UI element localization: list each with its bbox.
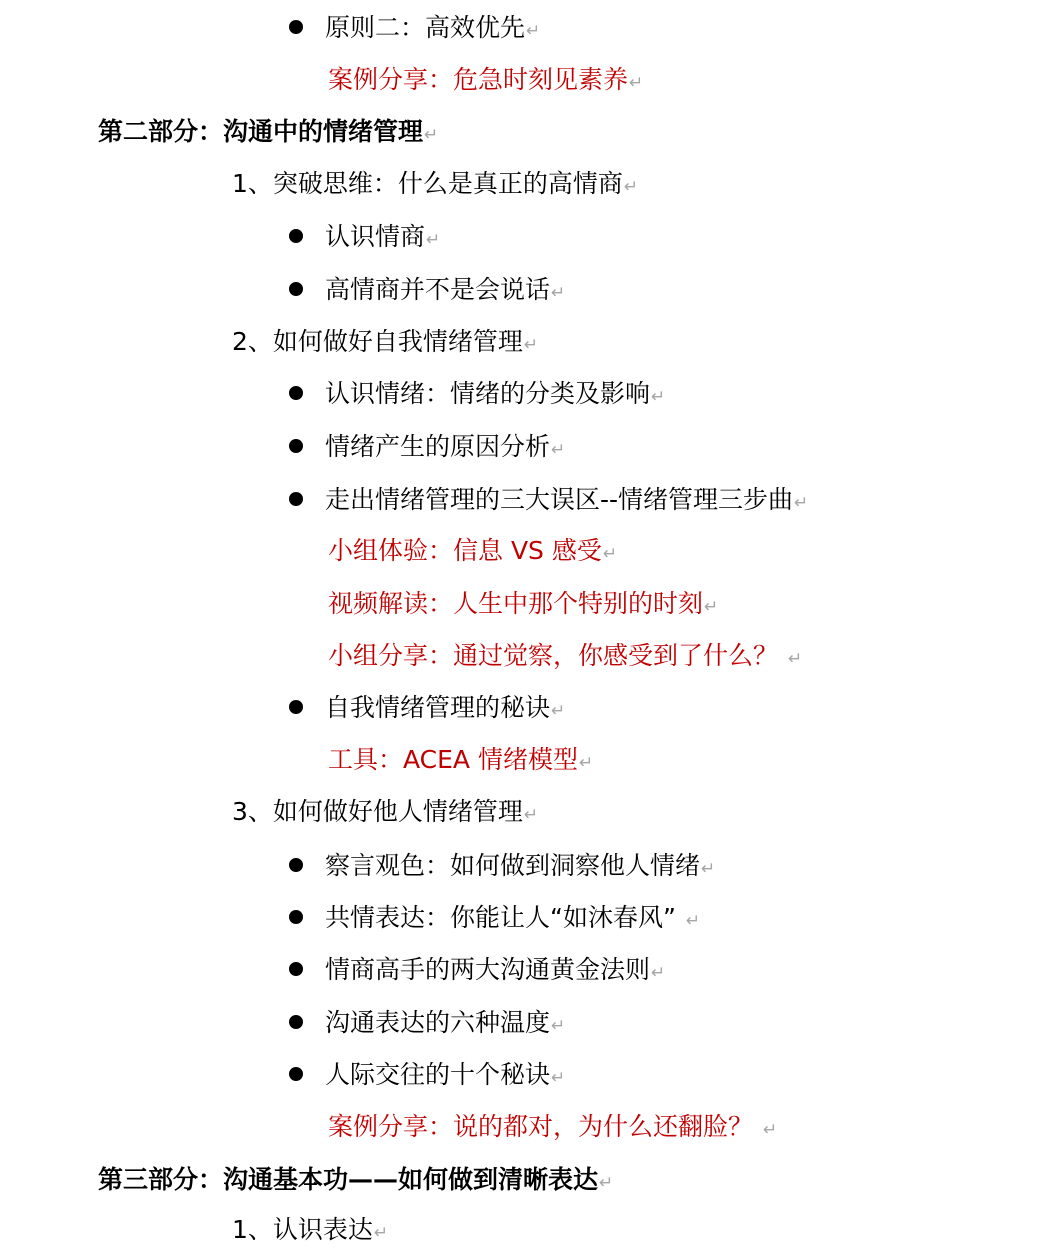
red-note: [328, 1101, 777, 1153]
paragraph-mark-icon: ↵: [578, 753, 594, 773]
bullet-item: [289, 682, 565, 734]
bullet-item: [289, 892, 700, 944]
line-text: 察言观色：如何做到洞察他人情绪: [325, 851, 701, 880]
bullet-icon: [289, 962, 303, 976]
paragraph-mark-icon: ↵: [763, 1120, 778, 1140]
line-text: 自我情绪管理的秘诀: [325, 693, 551, 722]
line-text: 第三部分：沟通基本功——如何做到清晰表达: [98, 1165, 599, 1194]
paragraph-mark-icon: ↵: [551, 1016, 566, 1036]
bullet-item: [289, 421, 565, 473]
bullet-item: [289, 474, 808, 526]
bullet-item: [289, 2, 540, 54]
bullet-icon: [289, 1015, 303, 1029]
paragraph-mark-icon: ↵: [599, 1173, 614, 1193]
paragraph-mark-icon: ↵: [623, 177, 639, 197]
bullet-item: [289, 944, 665, 996]
red-note: [328, 734, 593, 786]
line-text: 走出情绪管理的三大误区--情绪管理三步曲: [325, 485, 794, 514]
line-text: 高情商并不是会说话: [325, 275, 551, 304]
paragraph-mark-icon: ↵: [523, 335, 539, 355]
bullet-icon: [289, 229, 303, 243]
paragraph-mark-icon: ↵: [788, 649, 803, 669]
line-text: 认识情绪：情绪的分类及影响: [325, 379, 651, 408]
bullet-item: [289, 997, 565, 1049]
bullet-icon: [289, 700, 303, 714]
section-heading: [98, 106, 438, 158]
paragraph-mark-icon: ↵: [523, 805, 539, 825]
bullet-item: [289, 840, 715, 892]
line-text: 第二部分：沟通中的情绪管理: [98, 117, 424, 146]
line-text: 沟通表达的六种温度: [325, 1008, 551, 1037]
line-text: 小组体验：信息 VS 感受: [328, 536, 602, 565]
paragraph-mark-icon: ↵: [794, 493, 809, 513]
section-heading: [98, 1154, 613, 1206]
red-note: [328, 630, 802, 682]
bullet-item: [289, 211, 440, 263]
red-note: [328, 525, 617, 577]
bullet-icon: [289, 282, 303, 296]
line-text: 案例分享：危急时刻见素养: [328, 65, 629, 94]
bullet-icon: [289, 386, 303, 400]
paragraph-mark-icon: ↵: [551, 440, 566, 460]
line-text: 情绪产生的原因分析: [325, 432, 551, 461]
paragraph-mark-icon: ↵: [551, 283, 566, 303]
line-text: 人际交往的十个秘诀: [325, 1060, 551, 1089]
red-note: [328, 54, 643, 106]
line-text: 情商高手的两大沟通黄金法则: [325, 955, 651, 984]
line-text: 2、如何做好自我情绪管理: [232, 327, 523, 356]
bullet-icon: [289, 910, 303, 924]
paragraph-mark-icon: ↵: [685, 911, 701, 931]
line-text: 共情表达：你能让人“如沐春风”: [325, 903, 676, 932]
paragraph-mark-icon: ↵: [602, 544, 618, 564]
line-text: 案例分享：说的都对，为什么还翻脸？: [328, 1112, 754, 1141]
paragraph-mark-icon: ↵: [651, 963, 666, 983]
paragraph-mark-icon: ↵: [373, 1223, 389, 1243]
paragraph-mark-icon: ↵: [426, 230, 441, 250]
numbered-item: [232, 158, 638, 210]
numbered-item: [232, 316, 538, 368]
bullet-icon: [289, 1067, 303, 1081]
bullet-icon: [289, 858, 303, 872]
line-text: 1、认识表达: [232, 1215, 373, 1244]
paragraph-mark-icon: ↵: [701, 859, 716, 879]
bullet-icon: [289, 20, 303, 34]
line-text: 1、突破思维：什么是真正的高情商: [232, 169, 623, 198]
line-text: 原则二：高效优先: [325, 13, 526, 42]
paragraph-mark-icon: ↵: [424, 125, 439, 145]
line-text: 小组分享：通过觉察，你感受到了什么？: [328, 641, 779, 670]
bullet-item: [289, 1049, 565, 1101]
paragraph-mark-icon: ↵: [704, 597, 719, 617]
paragraph-mark-icon: ↵: [651, 387, 666, 407]
paragraph-mark-icon: ↵: [526, 21, 541, 41]
paragraph-mark-icon: ↵: [551, 1068, 566, 1088]
red-note: [328, 578, 718, 630]
line-text: 工具：ACEA 情绪模型: [328, 745, 578, 774]
bullet-item: [289, 264, 565, 316]
line-text: 3、如何做好他人情绪管理: [232, 797, 523, 826]
numbered-item: [232, 786, 538, 838]
numbered-item: [232, 1204, 388, 1256]
line-text: 认识情商: [325, 222, 426, 251]
paragraph-mark-icon: ↵: [629, 73, 644, 93]
line-text: 视频解读：人生中那个特别的时刻: [328, 589, 704, 618]
bullet-icon: [289, 492, 303, 506]
paragraph-mark-icon: ↵: [551, 701, 566, 721]
bullet-icon: [289, 439, 303, 453]
bullet-item: [289, 368, 665, 420]
